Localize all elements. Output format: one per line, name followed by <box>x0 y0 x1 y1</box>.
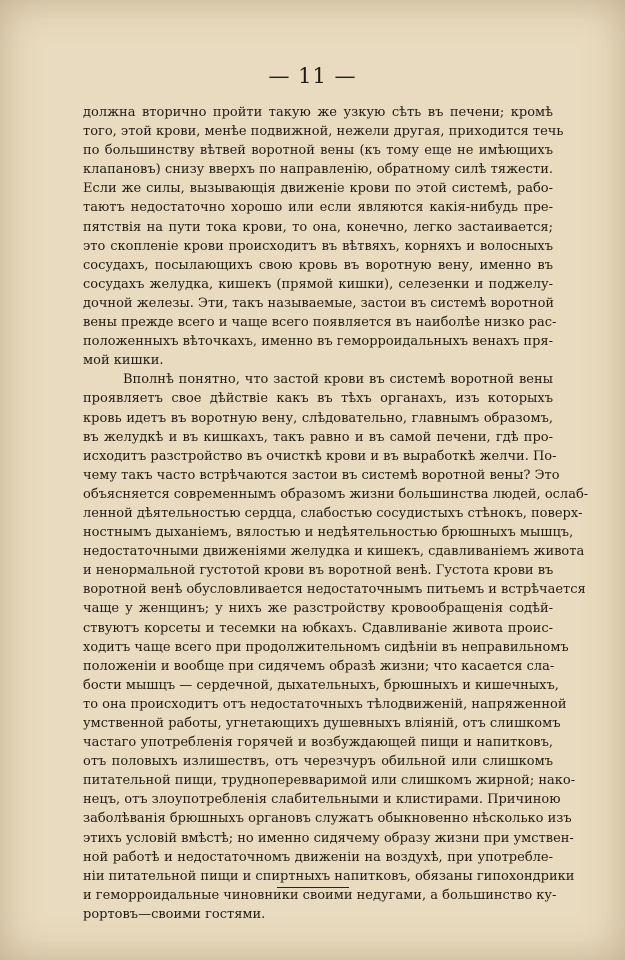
text-line: чему такъ часто встрѣчаются застои въ системѣ воротной вены? Это <box>83 467 560 483</box>
text-line: клапановъ) снизу вверхъ по направленію, обратному силѣ тяжести. <box>83 162 553 178</box>
text-line: кровь идетъ въ воротную вену, слѣдовательно, главнымъ образомъ, <box>83 410 553 426</box>
text-line: отъ половыхъ излишествъ, отъ черезчуръ обильной или слишкомъ <box>83 754 553 770</box>
text-line: это скопленіе крови происходитъ въ вѣтвяхъ, корняхъ и волосныхъ <box>83 238 553 254</box>
text-line: питательной пищи, трудноперевваримой или слишкомъ жирной; нако- <box>83 773 576 789</box>
text-line: Если же силы, вызывающія движеніе крови по этой системѣ, рабо- <box>83 181 553 197</box>
text-line: умственной работы, угнетающихъ душевныхъ вліяній, отъ слишкомъ <box>83 716 561 731</box>
text-line: ленной дѣятельностью сердца, слабостью сосудистыхъ стѣнокъ, поверх- <box>83 505 583 521</box>
text-line: заболѣванія брюшныхъ органовъ служатъ обыкновенно нѣсколько изъ <box>83 811 572 827</box>
text-line: сосудахъ, посылающихъ свою кровь въ воротную вену, именно въ <box>83 257 553 273</box>
text-line: положеніи и вообще при сидячемъ образѣ жизни; что касается сла- <box>83 658 555 674</box>
text-line: недостаточными движеніями желудка и кишекъ, сдавливаніемъ живота <box>83 544 585 560</box>
text-line: частаго употребленія горячей и возбуждающей пищи и напитковъ, <box>83 735 553 751</box>
paragraph <box>83 103 564 370</box>
text-line: въ желудкѣ и въ кишкахъ, такъ равно и въ самой печени, гдѣ про- <box>83 429 553 445</box>
text-line: ствуютъ корсеты и тесемки на юбкахъ. Сдавливаніе живота проис- <box>83 620 553 636</box>
text-line: вены прежде всего и чаще всего появляется въ наиболѣе низко рас- <box>83 315 557 331</box>
text-line: положенныхъ вѣточкахъ, именно въ геморроидальныхъ венахъ пря- <box>83 334 553 350</box>
body-text <box>83 103 589 924</box>
text-line: мой кишки. <box>83 353 164 369</box>
paragraph <box>83 370 589 924</box>
text-line: того, этой крови, менѣе подвижной, нежели другая, приходится течь <box>83 124 564 140</box>
text-line: проявляетъ свое дѣйствіе какъ въ тѣхъ органахъ, изъ которыхъ <box>83 391 553 407</box>
text-line: пятствія на пути тока крови, то она, конечно, легко застаивается; <box>83 219 553 235</box>
text-line: нецъ, отъ злоупотребленія слабительными и клистирами. Причиною <box>83 792 561 808</box>
text-line: Вполнѣ понятно, что застой крови въ системѣ воротной вены <box>123 372 553 388</box>
text-line: ніи питательной пищи и спиртныхъ напитковъ, обязаны гипохондрики <box>83 868 575 884</box>
text-line: воротной венѣ обусловливается недостаточнымъ питьемъ и встрѣчается <box>83 582 586 598</box>
text-line: ходитъ чаще всего при продолжительномъ сидѣніи въ неправильномъ <box>83 639 569 655</box>
text-line: ностнымъ дыханіемъ, вялостью и недѣятельностью брюшныхъ мышцъ, <box>83 525 574 541</box>
text-line: рортовъ—своими гостями. <box>83 906 266 922</box>
closing-rule <box>277 887 349 888</box>
text-line: чаще у женщинъ; у нихъ же разстройству кровообращенія содѣй- <box>83 601 553 617</box>
text-line: ной работѣ и недостаточномъ движеніи на воздухѣ, при употребле- <box>83 849 553 865</box>
text-line: бости мышцъ — сердечной, дыхательныхъ, брюшныхъ и кишечныхъ, <box>83 677 559 693</box>
page-number: — 11 — <box>268 64 357 88</box>
text-line: по большинству вѣтвей воротной вены (къ тому еще не имѣющихъ <box>83 143 553 159</box>
text-line: дочной железы. Эти, такъ называемые, застои въ системѣ воротной <box>83 295 555 311</box>
text-line: объясняется современнымъ образомъ жизни большинства людей, ослаб- <box>83 486 589 502</box>
text-line: то она происходитъ отъ недостаточныхъ тѣлодвиженій, напряженной <box>83 696 567 712</box>
text-line: таютъ недостаточно хорошо или если являются какія-нибудь пре- <box>83 200 553 216</box>
text-line: и геморроидальные чиновники своими недугами, а большинство ку- <box>83 887 557 903</box>
text-line: этихъ условій вмѣстѣ; но именно сидячему образу жизни при умствен- <box>83 830 574 846</box>
text-line: сосудахъ желудка, кишекъ (прямой кишки), селезенки и поджелу- <box>83 276 553 292</box>
text-line: исходитъ разстройство въ очисткѣ крови и въ выработкѣ желчи. По- <box>83 448 557 464</box>
text-line: и ненормальной густотой крови въ воротной венѣ. Густота крови въ <box>83 563 554 579</box>
text-line: должна вторично пройти такую же узкую сѣть въ печени; кромѣ <box>83 105 553 120</box>
